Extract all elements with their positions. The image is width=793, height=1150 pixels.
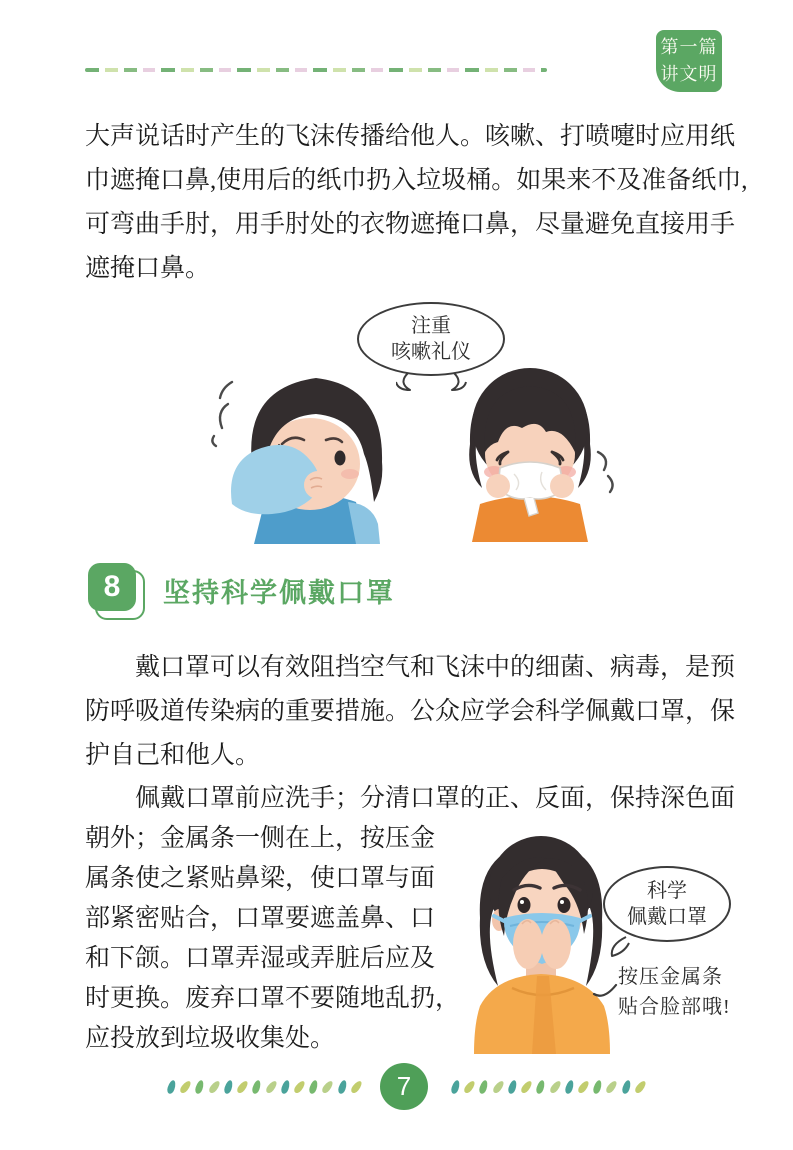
footer-leaves-left [168,1078,360,1096]
cough-etiquette-bubble [357,302,505,376]
girl-sneezing-illustration [442,360,622,542]
leaf-icon [292,1079,306,1094]
text-line: 属条使之紧贴鼻梁，使口罩与面 [85,865,436,892]
page-number-badge [380,1063,428,1110]
leaf-icon [592,1079,603,1094]
text-line: 戴口罩可以有效阻挡空气和飞沫中的细菌、病毒，是预 [135,654,736,681]
mask-note-line2: 贴合脸部哦! [618,996,731,1018]
text-line: 大声说话时产生的飞沫传播给他人。咳嗽、打喷嚏时应用纸 [85,123,736,150]
note-pointer-icon [592,982,618,998]
leaf-icon [564,1079,575,1094]
leaf-icon [349,1079,363,1094]
leaf-icon [337,1079,348,1094]
text-line: 时更换。废弃口罩不要随地乱扔， [85,985,461,1012]
leaf-icon [520,1079,534,1094]
boy-coughing-illustration [198,352,426,544]
leaf-icon [633,1079,647,1094]
mask-bubble-tail-icon [608,936,640,960]
leaf-icon [491,1079,505,1094]
leaf-icon [207,1079,221,1094]
bubble-line: 注重 [411,315,451,337]
leaf-icon [179,1079,193,1094]
section-number-badge [88,563,144,619]
text-line: 防呼吸道传染病的重要措施。公众应学会科学佩戴口罩，保 [85,698,736,725]
leaf-icon [605,1079,619,1094]
leaf-icon [463,1079,477,1094]
woman-mask-illustration [452,826,632,1054]
bubble-line: 佩戴口罩 [627,906,707,928]
leaf-icon [548,1079,562,1094]
leaf-icon [535,1079,546,1094]
cough-motion-lines-icon [212,382,232,446]
chapter-badge [656,30,722,92]
leaf-icon [280,1079,291,1094]
text-line: 护自己和他人。 [85,742,261,769]
mask-bubble [603,866,731,942]
text-line: 应投放到垃圾收集处。 [85,1025,336,1052]
section-title: 坚持科学佩戴口罩 [163,578,395,608]
chapter-badge-line2: 讲文明 [660,64,718,84]
text-line: 巾遮掩口鼻,使用后的纸巾扔入垃圾桶。如果来不及准备纸巾, [85,167,748,194]
leaf-icon [308,1079,319,1094]
leaf-icon [236,1079,250,1094]
leaf-icon [223,1079,234,1094]
text-line: 和下颌。口罩弄湿或弄脏后应及 [85,945,436,972]
leaf-icon [194,1079,205,1094]
cough-bubble-tails-icon [396,372,468,396]
text-line: 可弯曲手肘，用手肘处的衣物遮掩口鼻，尽量避免直接用手 [85,211,736,238]
chapter-badge-line1: 第一篇 [660,37,718,57]
leaf-icon [621,1079,632,1094]
text-line: 遮掩口鼻。 [85,255,211,282]
mask-note [618,962,788,1022]
leaf-icon [450,1079,461,1094]
text-line: 朝外；金属条一侧在上，按压金 [85,825,436,852]
sneeze-motion-lines-icon [598,452,613,492]
paragraph-mask-intro [85,646,745,778]
decorative-dashed-line [85,68,547,72]
footer-leaves-right [452,1078,644,1096]
bubble-line: 咳嗽礼仪 [391,341,471,363]
section-number: 8 [88,563,136,611]
page-number: 7 [396,1071,412,1101]
text-line: 佩戴口罩前应洗手；分清口罩的正、反面，保持深色面 [135,785,736,812]
text-line: 部紧密贴合，口罩要遮盖鼻、口 [85,905,436,932]
mask-note-line1: 按压金属条 [618,966,723,988]
leaf-icon [507,1079,518,1094]
leaf-icon [251,1079,262,1094]
paragraph-cough-etiquette [85,115,748,291]
leaf-icon [576,1079,590,1094]
bubble-line: 科学 [647,880,687,902]
leaf-icon [264,1079,278,1094]
leaf-icon [478,1079,489,1094]
leaf-icon [166,1079,177,1094]
leaf-icon [321,1079,335,1094]
